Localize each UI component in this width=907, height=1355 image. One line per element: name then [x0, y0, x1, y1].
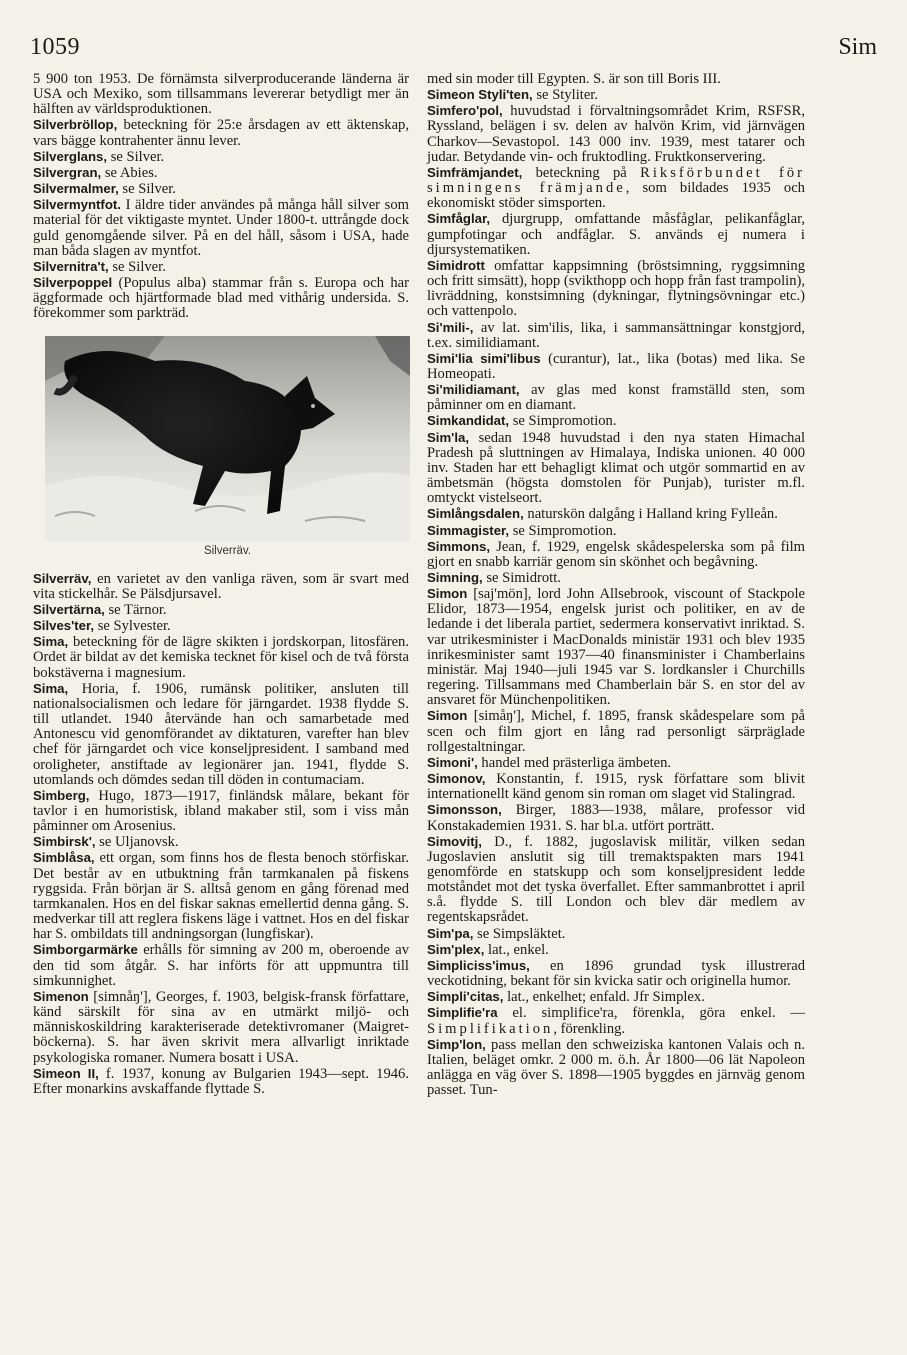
- entry-text: en varietet av den vanliga räven, som är svart med vita stickelhår. Se Pälsdjursavel.: [33, 570, 409, 602]
- dictionary-entry: [427, 72, 805, 87]
- entry-text: se Simpsläktet.: [473, 925, 566, 942]
- entry-headword: Simmons,: [427, 538, 491, 554]
- dictionary-entry: [427, 989, 805, 1005]
- entry-text: el. simplifice'ra, förenkla, göra enkel. —: [497, 1005, 805, 1022]
- dictionary-entry: [33, 618, 409, 634]
- dictionary-entry: [427, 942, 805, 958]
- entry-text: se Silver.: [108, 258, 166, 275]
- dictionary-entry: [33, 259, 409, 275]
- entry-headword: Si'milidiamant,: [427, 382, 520, 398]
- entry-headword: Sim'pa,: [427, 925, 474, 941]
- entry-text: pass mellan den schweiziska kantonen Valais och n. Italien, beläget omkr. 2 000 m. ö.h. År 1800—06 lät Napoleon anlägga en väg över S. 1898—1905 byggdes en järnväg genom passet. Tun-: [427, 1036, 805, 1099]
- entry-spaced-text: Riksförbundet för simningens främjande: [427, 164, 805, 197]
- entry-spaced-text: Simplifikation: [427, 1020, 554, 1037]
- entry-headword: Simberg,: [33, 787, 90, 803]
- dictionary-entry: [33, 850, 409, 942]
- dictionary-entry: [427, 382, 805, 413]
- entry-text: omfattar kappsimning (bröstsimning, ryggsimning och fritt simsätt), hopp (svikthopp och hopp från fast trampolin), livräddning, konstsimning (dykningar, flytningsövningar etc.) och vattenpolo.: [427, 257, 805, 320]
- entry-text: I äldre tider användes på många håll silver som material för det viktigaste myntet. Under 1800-t. uttrångde dock guld genomgående silver. På en del håll, såsom i USA, hade man båda slagen av myntfot.: [33, 197, 409, 259]
- entry-text: se Styliter.: [532, 87, 598, 104]
- dictionary-entry: [33, 72, 409, 117]
- entry-headword: Silvertärna,: [33, 601, 105, 617]
- entry-text: sedan 1948 huvudstad i den nya staten Himachal Pradesh på sluttningen av Himalaya, Indiska unionen. 40 000 inv. Staden har ett behagligt klimat och utgör sommartid en av ämbetsmän (högsta domstolen för Punjab), turister m.fl. omtyckt vistelseort.: [427, 429, 805, 507]
- entry-text: lat., enkel.: [484, 941, 549, 958]
- entry-text: se Uljanovsk.: [95, 834, 179, 851]
- dictionary-entry: [427, 586, 805, 708]
- dictionary-entry: [427, 523, 805, 539]
- entry-headword: Simonsson,: [427, 802, 502, 818]
- entry-headword: Sim'la,: [427, 429, 469, 445]
- figure: [45, 336, 410, 559]
- dictionary-entry: [33, 681, 409, 788]
- entry-text: Konstantin, f. 1915, rysk författare som blivit internationellt känd genom sin roman om slaget vid Stalingrad.: [427, 771, 805, 803]
- entry-headword: Silverglans,: [33, 148, 108, 164]
- entry-text: handel med prästerliga ämbeten.: [477, 754, 672, 771]
- entry-headword: Simeon II,: [33, 1065, 99, 1081]
- entry-headword: Silverräv,: [33, 570, 92, 586]
- entry-text: en 1896 grundad tysk illustrerad veckotidning, bekant för sin kvicka satir och originella humor.: [427, 957, 805, 990]
- entry-text: av lat. sim'ilis, lika, i sammansättningar konstgjord, t.ex. similidiamant.: [427, 319, 805, 351]
- dictionary-entry: [427, 103, 805, 165]
- entry-text: (Populus alba) stammar från s. Europa och har äggformade och hjärtformade blad med vithårig undersida. S. förekommer som parkträd.: [33, 275, 409, 322]
- dictionary-entry: [427, 755, 805, 771]
- entry-headword: Silvergran,: [33, 164, 102, 180]
- entry-text-continued: , som bildades 1935 och ekonomiskt stöder simsporten.: [427, 180, 805, 212]
- entry-text: lat., enkelhet; enfald. Jfr Simplex.: [503, 989, 705, 1006]
- entry-text: naturskön dalgång i Halland kring Fylleån.: [523, 506, 778, 523]
- entry-text: se Simidrott.: [482, 570, 561, 586]
- entry-headword: Simp'lon,: [427, 1036, 486, 1052]
- entry-text: Birger, 1883—1938, målare, professor vid Konstakademien 1931. S. har bl.a. utfört porträtt.: [427, 802, 805, 834]
- dictionary-entry: [33, 149, 409, 165]
- entry-text: ett organ, som finns hos de flesta benoch störfiskar. Det består av en utbuktning från tarmkanalen på fiskens ryggsida. Från början är S. alltså genom en gång förenad med tarmkanalen. Hos en del fiskar saknas emellertid denna gång. S. medverkar till att reglera fiskens läge i vattnet. Hos en del fiskar har S. ombildats till andningsorgan (lungfiskar).: [33, 850, 409, 943]
- entry-headword: Simfrämjandet,: [427, 164, 523, 180]
- entry-text: beteckning för de lägre skikten i jordskorpan, litosfären. Ordet är bildat av det kemiska tecknet för kisel och de två första bokstäverna i magnesium.: [33, 634, 409, 681]
- entry-headword: Simblåsa,: [33, 850, 95, 866]
- entry-headword: Simenon: [33, 988, 89, 1004]
- entry-headword: Simpli'citas,: [427, 989, 504, 1005]
- figure-caption: Silverräv.: [203, 544, 252, 557]
- entry-text: beteckning för 25:e årsdagen av ett äktenskap, vars bägge kontrahenter ännu lever.: [33, 117, 409, 149]
- entry-headword: Simovitj,: [427, 833, 482, 849]
- left-column: [33, 72, 409, 1097]
- entry-headword: Silverpoppel: [33, 275, 113, 291]
- entry-text: Horia, f. 1906, rumänsk politiker, ansluten till nationalsocialismen och ledare för järngardet. 1938 flydde S. till utlandet. 1940 återvände han och samarbetade med Antonescu vid genomförandet av diktaturen, varefter han blev chef för järngardet och vice konseljpresident. I samband med oroligheter, anstiftade av legionärer jan. 1941, flydde S. utomlands och dömdes sedan till döden in contumaciam.: [33, 680, 409, 788]
- dictionary-entry: [427, 430, 805, 507]
- dictionary-entry: [33, 197, 409, 259]
- entry-headword: Silvernitra't,: [33, 258, 109, 274]
- page-number: 1059: [30, 34, 80, 60]
- running-head: Sim: [838, 34, 877, 60]
- dictionary-entry: [427, 539, 805, 570]
- dictionary-entry: [427, 351, 805, 382]
- entry-headword: Simidrott: [427, 257, 485, 273]
- dictionary-entry: [427, 413, 805, 429]
- entry-text: erhålls för simning av 200 m, oberoende av den tid som åtgår. S. har införts för att uppmuntra till simkunnighet.: [33, 942, 409, 989]
- dictionary-entry: [427, 771, 805, 802]
- entry-headword: Simeon Styli'ten,: [427, 87, 533, 103]
- entry-headword: Simplifie'ra: [427, 1005, 498, 1021]
- entry-headword: Silves'ter,: [33, 618, 95, 634]
- dictionary-entry: [427, 1037, 805, 1099]
- entry-text: [simnåŋ'], Georges, f. 1903, belgisk-fransk författare, känd särskilt för sina av en utmärkt miljö- och människoskildring karakteriserade detektivromaner (Maigret-böckerna). S. har även skrivit mera allvarligt inriktade psykologiska romaner. Numera bosatt i USA.: [33, 988, 409, 1066]
- entry-headword: Simning,: [427, 570, 483, 585]
- entry-text: D., f. 1882, jugoslavisk militär, vilken sedan Jugoslavien anslutit sig till tremaktspakten mars 1941 genomförde en statskupp och som konseljpresident ledde motståndet mot det tyska överfallet. Efter sammanbrottet i april s.å. flydde S. till London och blev där medlem av regentskapsrådet.: [427, 833, 805, 926]
- dictionary-entry: [427, 926, 805, 942]
- entry-text: (curantur), lat., lika (botas) med lika. Se Homeopati.: [427, 350, 805, 382]
- entry-headword: Simfåglar,: [427, 211, 491, 227]
- right-column: [427, 72, 805, 1098]
- entry-text: djurgrupp, omfattande måsfåglar, pelikanfåglar, gumpfotingar och andfåglar. S. används ej numera i djursystematiken.: [427, 211, 805, 258]
- silver-fox-photo: [45, 336, 410, 541]
- entry-headword: Si'mili-,: [427, 319, 474, 335]
- dictionary-entry: [33, 634, 409, 680]
- dictionary-entry: [427, 570, 805, 586]
- dictionary-entry: [33, 275, 409, 321]
- entry-headword: Simon: [427, 708, 468, 724]
- dictionary-entry: [33, 165, 409, 181]
- entry-text: se Simpromotion.: [509, 413, 617, 430]
- entry-text: av glas med konst framställd sten, som påminner om en diamant.: [427, 382, 805, 414]
- dictionary-entry: [427, 958, 805, 989]
- dictionary-entry: [427, 211, 805, 257]
- dictionary-entry: [427, 165, 805, 211]
- entry-text: [saj'mön], lord John Allsebrook, viscount of Stackpole Elidor, 1873—1954, engelsk jurist och politiker, en av de ledande i det liberala partiet, sedermera konservativt inriktad. S. var utrikesminister i MacDonalds ministär 1931 och blev 1935 inrikesminister samt 1937—40 finansminister i Chamberlains ministär. Maj 1940—juli 1945 var S. lordkansler i Churchills regering. Tillsammans med Chamberlain bär S. en stor del av ansvaret för Münchenpolitiken.: [427, 586, 805, 709]
- entry-text: beteckning på: [522, 164, 641, 181]
- entry-text: se Silver.: [107, 148, 165, 165]
- entry-headword: Simlångsdalen,: [427, 506, 524, 522]
- entry-headword: Simi'lia simi'libus: [427, 350, 541, 366]
- dictionary-entry: [33, 602, 409, 618]
- entry-text: se Tärnor.: [104, 601, 167, 618]
- entry-headword: Silvermalmer,: [33, 181, 119, 197]
- entry-headword: Simbirsk',: [33, 834, 96, 850]
- dictionary-entry: [427, 87, 805, 103]
- entry-headword: Silverbröllop,: [33, 117, 118, 133]
- entry-text-continued: , förenkling.: [553, 1020, 626, 1037]
- entry-text: se Silver.: [118, 181, 176, 198]
- dictionary-entry: [33, 989, 409, 1066]
- dictionary-entry: [33, 788, 409, 834]
- dictionary-entry: [427, 506, 805, 522]
- entry-text: se Simpromotion.: [509, 522, 617, 539]
- entry-headword: Sim'plex,: [427, 941, 485, 957]
- entry-text: se Sylvester.: [94, 618, 171, 635]
- entry-headword: Simon: [427, 586, 468, 602]
- entry-headword: Simoni',: [427, 754, 478, 770]
- dictionary-entry: [33, 117, 409, 148]
- entry-headword: Simfero'pol,: [427, 103, 503, 119]
- dictionary-entry: [33, 942, 409, 988]
- dictionary-entry: [427, 1005, 805, 1036]
- entry-text: Jean, f. 1929, engelsk skådespelerska som på film gjort en snabb karriär genom sin skönhet och begåvning.: [427, 538, 805, 570]
- dictionary-entry: [427, 834, 805, 926]
- dictionary-entry: [33, 834, 409, 850]
- dictionary-entry: [33, 1066, 409, 1097]
- entry-headword: Simborgarmärke: [33, 942, 138, 958]
- entry-text: huvudstad i förvaltningsområdet Krim, RSFSR, Ryssland, belägen i sv. delen av halvön Krim, vid järnvägen Charkov—Sevastopol. 143 000 inv. 1939, mest tatarer och judar. Betydande vin- och fruktodling. Fruktkonservering.: [427, 103, 805, 165]
- entry-headword: Sima,: [33, 680, 69, 696]
- entry-headword: Simmagister,: [427, 522, 510, 538]
- entry-text: med sin moder till Egypten. S. är son till Boris III.: [427, 71, 721, 87]
- entry-headword: Simkandidat,: [427, 413, 510, 429]
- entry-headword: Silvermyntfot.: [33, 197, 121, 213]
- dictionary-entry: [427, 320, 805, 351]
- entry-text: Hugo, 1873—1917, finländsk målare, bekant för tavlor i en humoristisk, ibland makaber stil, som i viss mån påminner om Arosenius.: [33, 787, 409, 835]
- entry-text: f. 1937, konung av Bulgarien 1943—sept. 1946. Efter monarkins avskaffande flyttade S.: [33, 1065, 409, 1097]
- entry-headword: Sima,: [33, 634, 69, 650]
- dictionary-entry: [427, 708, 805, 754]
- entry-text: se Abies.: [101, 164, 158, 181]
- entry-text: [simåŋ'], Michel, f. 1895, fransk skådespelare som på scen och film gjort en lång rad personligt särpräglade rollgestaltningar.: [427, 708, 805, 755]
- dictionary-entry: [33, 571, 409, 602]
- dictionary-entry: [427, 258, 805, 320]
- entry-text: 5 900 ton 1953. De förnämsta silverproducerande länderna är USA och Mexiko, som tillsammans levererar betydligt mer än hälften av världsproduktionen.: [33, 71, 409, 118]
- dictionary-entry: [33, 181, 409, 197]
- entry-headword: Simonov,: [427, 771, 486, 787]
- dictionary-entry: [427, 802, 805, 833]
- entry-headword: Simpliciss'imus,: [427, 957, 530, 973]
